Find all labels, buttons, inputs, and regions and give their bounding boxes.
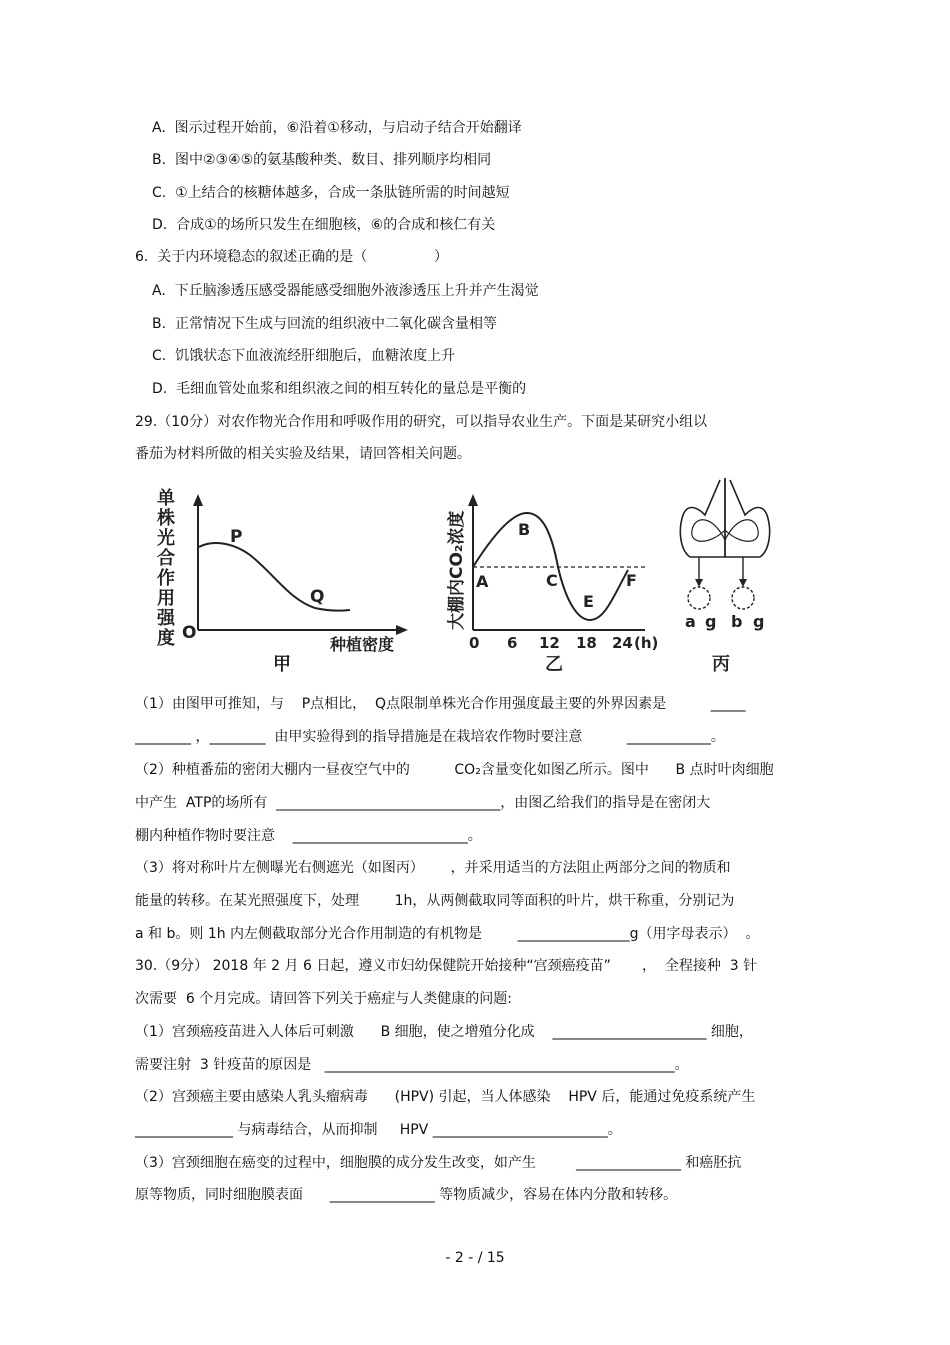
question-30-part-1-b: 需要注射 3 针疫苗的原因是 __________________________________________________。 xyxy=(135,1057,689,1073)
question-29-part-3-c: a 和 b。则 1h 内左侧截取部分光合作用制造的有机物是 ________________g（用字母表示） 。 xyxy=(135,926,760,942)
yi-xtick: 18 xyxy=(576,634,597,652)
option-d-q6: D. 毛细血管处血浆和组织液之间的相互转化的量总是平衡的 xyxy=(152,381,527,397)
jia-ylabel-char: 合 xyxy=(157,548,175,569)
bing-label-g1: g xyxy=(705,612,717,631)
jia-ylabel-char: 强 xyxy=(157,608,175,629)
question-29-part-2-b: 中产生 ATP的场所有 ________________________________，由图乙给我们的指导是在密闭大 xyxy=(135,795,711,811)
question-30-part-2-b: ______________ 与病毒结合，从而抑制 HPV _________________________。 xyxy=(135,1122,622,1138)
bing-arrowhead-right xyxy=(739,579,747,587)
figure-jia xyxy=(150,480,420,675)
bing-caption: 丙 xyxy=(712,654,730,675)
yi-y-arrow xyxy=(468,494,478,506)
yi-point-b: B xyxy=(518,520,531,539)
question-30-part-3-a: （3）宫颈细胞在癌变的过程中，细胞膜的成分发生改变，如产生 _______________ 和癌胚抗 xyxy=(135,1155,742,1171)
page-number: - 2 - / 15 xyxy=(445,1250,505,1266)
question-29-part-3-a: （3）将对称叶片左侧曝光右侧遮光（如图丙） ，并采用适当的方法阻止两部分之间的物质和 xyxy=(135,860,731,876)
question-29-stem-2: 番茄为材料所做的相关实验及结果，请回答相关问题。 xyxy=(135,446,471,462)
option-a-q6: A. 下丘脑渗透压感受器能感受细胞外液渗透压上升并产生渴觉 xyxy=(152,283,539,299)
yi-point-c: C xyxy=(546,571,558,590)
bing-vein-left xyxy=(692,520,725,541)
yi-xtick: 12 xyxy=(539,634,560,652)
question-30-part-3-b: 原等物质，同时细胞膜表面 _______________ 等物质减少，容易在体内分散和转移。 xyxy=(135,1187,678,1203)
jia-ylabel-char: 度 xyxy=(157,628,175,649)
question-29-part-1-a: （1）由图甲可推知，与 P点相比， Q点限制单株光合作用强度最主要的外界因素是 _____ xyxy=(135,696,746,712)
question-29-part-1-b: ________ ，________ 由甲实验得到的指导措施是在栽培农作物时要注意 ____________。 xyxy=(135,729,725,745)
question-30-stem-2: 次需要 6 个月完成。请回答下列关于癌症与人类健康的问题: xyxy=(135,991,512,1007)
jia-point-p: P xyxy=(230,527,243,547)
bing-arrowhead-left xyxy=(695,579,703,587)
jia-xlabel: 种植密度 xyxy=(330,635,395,654)
yi-point-a: A xyxy=(476,572,489,591)
figure-yi xyxy=(440,480,670,675)
jia-ylabel-char: 光 xyxy=(157,528,175,549)
jia-ylabel-char: 用 xyxy=(157,588,175,609)
figure-bing xyxy=(675,475,785,675)
question-30-stem-1: 30.（9分） 2018 年 2 月 6 日起，遵义市妇幼保健院开始接种“宫颈癌疫苗” ， 全程接种 3 针 xyxy=(135,958,758,974)
jia-origin: O xyxy=(182,623,197,643)
bing-label-g2: g xyxy=(753,612,765,631)
question-29-part-2-a: （2）种植番茄的密闭大棚内一昼夜空气中的 CO₂含量变化如图乙所示。图中 B 点时叶肉细胞 xyxy=(135,762,774,778)
yi-xunit: (h) xyxy=(634,634,659,652)
question-30-part-1-a: （1）宫颈癌疫苗进入人体后可刺激 B 细胞，使之增殖分化成 ______________________ 细胞， xyxy=(135,1024,753,1040)
bing-vein-right xyxy=(725,520,758,541)
jia-x-arrow xyxy=(396,625,408,635)
option-b-q6: B. 正常情况下生成与回流的组织液中二氧化碳含量相等 xyxy=(152,316,497,332)
question-29-part-2-c: 棚内种植作物时要注意 _________________________。 xyxy=(135,828,482,844)
bing-label-a: a xyxy=(685,612,696,631)
jia-ylabel-char: 作 xyxy=(157,568,175,589)
yi-caption: 乙 xyxy=(545,654,563,675)
jia-y-arrow xyxy=(193,494,203,506)
option-a-q5: A. 图示过程开始前，⑥沿着①移动，与启动子结合开始翻译 xyxy=(152,120,522,136)
jia-ylabel-char: 单 xyxy=(157,488,175,509)
yi-xtick: 6 xyxy=(507,634,518,652)
yi-point-e: E xyxy=(583,592,594,611)
option-c-q6: C. 饥饿状态下血液流经肝细胞后，血糖浓度上升 xyxy=(152,348,456,364)
question-6-stem: 6. 关于内环境稳态的叙述正确的是（ ） xyxy=(135,249,449,265)
question-29-stem-1: 29.（10分）对农作物光合作用和呼吸作用的研究，可以指导农业生产。下面是某研究小组以 xyxy=(135,414,708,430)
jia-ylabel-char: 株 xyxy=(157,508,175,529)
jia-caption: 甲 xyxy=(273,654,291,675)
jia-curve xyxy=(199,543,350,611)
option-c-q5: C. ①上结合的核糖体越多，合成一条肽链所需的时间越短 xyxy=(152,185,510,201)
bing-label-b: b xyxy=(731,612,743,631)
jia-point-q: Q xyxy=(310,587,325,607)
bing-disc-left xyxy=(688,587,710,609)
option-d-q5: D. 合成①的场所只发生在细胞核，⑥的合成和核仁有关 xyxy=(152,217,496,233)
question-29-part-3-b: 能量的转移。在某光照强度下，处理 1h，从两侧截取同等面积的叶片，烘干称重，分别记为 xyxy=(135,893,735,909)
bing-disc-right xyxy=(732,587,754,609)
option-b-q5: B. 图中②③④⑤的氨基酸种类、数目、排列顺序均相同 xyxy=(152,152,492,168)
yi-ylabel: 大棚内CO₂浓度 xyxy=(447,510,467,630)
yi-xtick: 0 xyxy=(469,634,480,652)
question-30-part-2-a: （2）宫颈癌主要由感染人乳头瘤病毒 (HPV) 引起，当人体感染 HPV 后，能通过免疫系统产生 xyxy=(135,1089,756,1105)
yi-point-f: F xyxy=(626,571,637,590)
yi-xtick: 24 xyxy=(612,634,633,652)
